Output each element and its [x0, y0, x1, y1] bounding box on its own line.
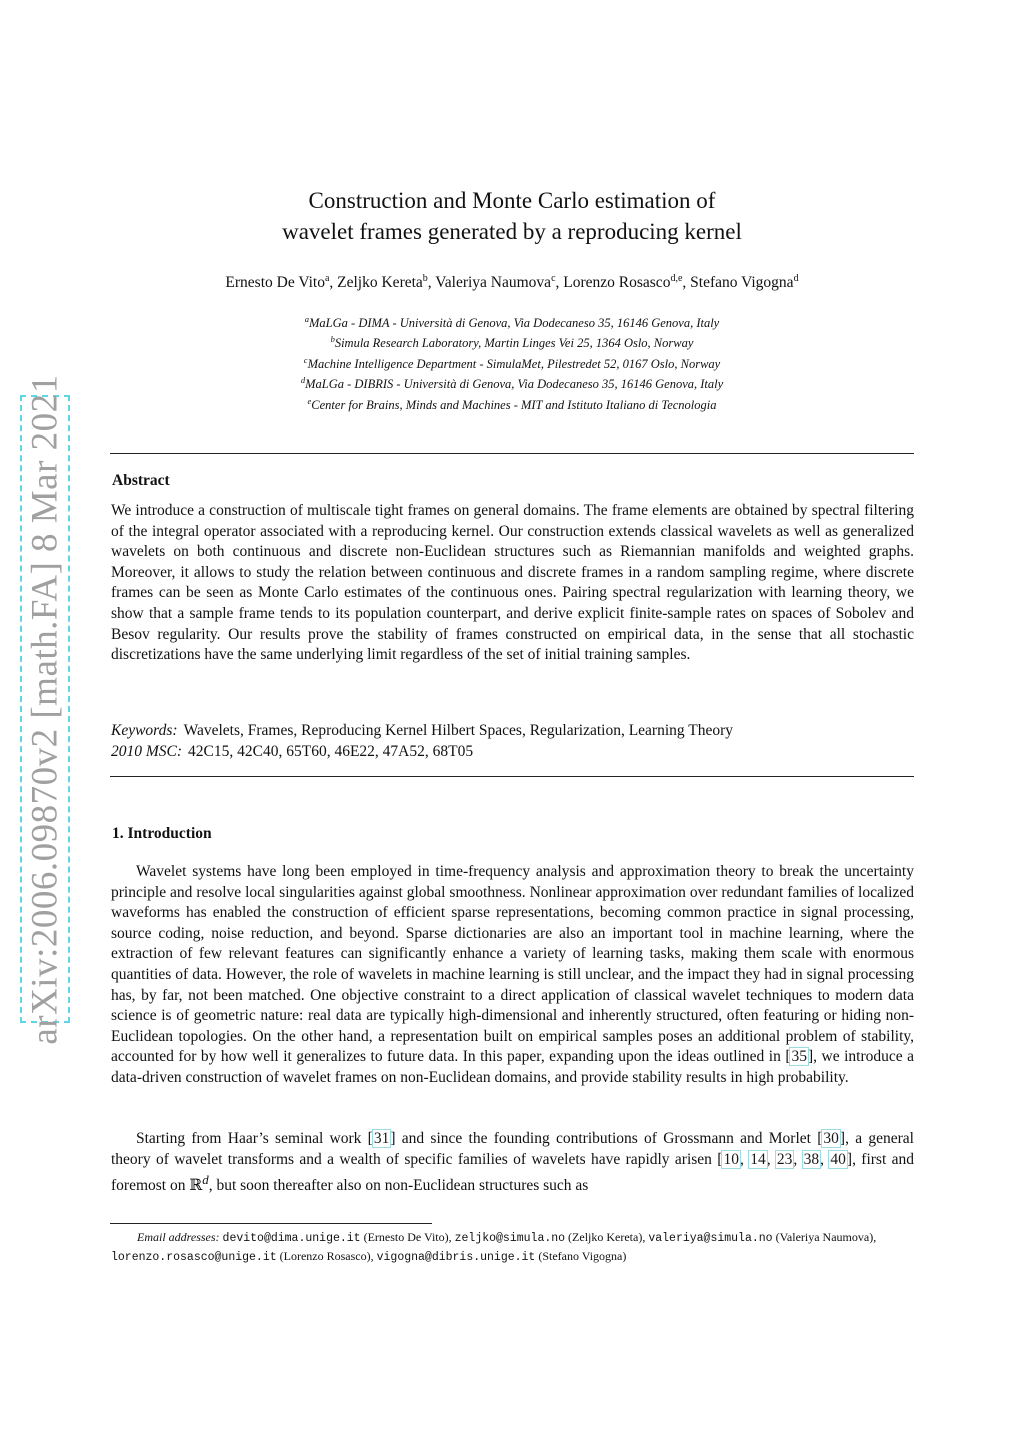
author-sup: c [551, 273, 556, 284]
email-footnote: Email addresses: devito@dima.unige.it (Ernesto De Vito), zeljko@simula.no (Zeljko Kereta), valeriya@simula.no (Valeriya Naumova), lorenzo.rosasco@unige.it (Lorenzo Rosasco), vigogna@dibris.unige.it (Stefano Vigogna) [111, 1230, 877, 1264]
author-sup: b [422, 273, 428, 284]
citation-link[interactable]: 23 [776, 1150, 793, 1168]
citation-link[interactable]: 30 [823, 1130, 839, 1147]
email-link[interactable]: vigogna@dibris.unige.it [376, 1250, 536, 1264]
author-list: Ernesto De Vito$^a$, Zeljko Kereta$^b$, Valeriya Naumova$^c$, Lorenzo Rosasco$^{d,e}$, Stefano Vigogna$^d$ [225, 273, 799, 292]
keywords-label: Keywords: [111, 722, 178, 739]
section-heading-introduction: 1. Introduction [112, 825, 212, 842]
author: Ernesto De Vito [225, 274, 325, 292]
citation-link[interactable]: 10 [723, 1150, 739, 1168]
affiliation-list [110, 311, 914, 413]
affiliation: $^b$Simula Research Laboratory, Martin Linges Vei 25, 1364 Oslo, Norway [330, 334, 694, 351]
author: Lorenzo Rosasco [563, 274, 671, 292]
email-link[interactable]: valeriya@simula.no [648, 1232, 773, 1245]
affiliation: $^d$MaLGa - DIBRIS - Università di Genova, Via Dodecaneso 35, 16146 Genova, Italy [300, 375, 724, 392]
author: Stefano Vigogna [690, 274, 794, 292]
abstract-top-rule [110, 453, 914, 454]
abstract-bottom-rule [110, 776, 914, 777]
math-symbol: ℝ [189, 1177, 203, 1195]
paper-title [110, 185, 914, 247]
citation-link[interactable]: 31 [373, 1130, 390, 1147]
author-sup: a [324, 273, 330, 284]
abstract-text: We introduce a construction of multiscale tight frames on general domains. The frame elements are obtained by spectral filtering of the integral operator associated with a reproducing kernel. Our construction extends classical wavelets as well as generalized wavelets on both continuous and discrete non-Euclidean structures such as Riemannian manifolds and weighted graphs. Moreover, it allows to study the relation between continuous and discrete frames in a random sampling regime, where discrete frames can be seen as Monte Carlo estimates of the continuous ones. Pairing spectral regularization with learning theory, we show that a sample frame tends to its population counterpart, and derive explicit finite-sample rates on spaces of Sobolev and Besov regularity. Our results prove the stability of frames constructed on empirical data, in the sense that all stochastic discretizations have the same underlying limit regardless of the set of initial training samples. [111, 502, 914, 664]
keywords [111, 720, 733, 741]
author: Valeriya Naumova [435, 274, 552, 292]
author-sup: d,e [670, 273, 683, 284]
email-label: Email addresses: [137, 1230, 220, 1244]
affiliation: $^a$MaLGa - DIMA - Università di Genova, Via Dodecaneso 35, 16146 Genova, Italy [304, 314, 720, 331]
title-line-2: wavelet frames generated by a reproducing kernel [282, 219, 742, 244]
keywords-text: Wavelets, Frames, Reproducing Kernel Hilbert Spaces, Regularization, Learning Theory [183, 722, 733, 739]
author-sup: d [793, 273, 799, 284]
intro-paragraph-1: Wavelet systems have long been employed in time-frequency analysis and approximation theory to break the uncertainty principle and resolve local singularities against global smoothness. Nonlinear approximation over redundant families of localized waveforms has enabled the construction of efficient sparse representations, becoming common practice in signal processing, source coding, noise reduction, and beyond. Sparse dictionaries are also an important tool in machine learning, where the extraction of few relevant features can significantly enhance a variety of learning tasks, making them scale with enormous quantities of data. However, the role of wavelets in machine learning is still unclear, and the impact they had in signal processing has, by far, not been matched. One objective constraint to a direct application of classical wavelet techniques to modern data science is of geometric nature: real data are typically high-dimensional and inherently structured, often featuring or hiding non-Euclidean topologies. On the other hand, a representation built on empirical samples poses an additional problem of stability, accounted for by how well it generalizes to future data. In this paper, expanding upon the ideas outlined in [35], we introduce a data-driven construction of wavelet frames on non-Euclidean domains, and provide stability results in high probability. [111, 863, 914, 1086]
abstract-heading: Abstract [112, 472, 170, 489]
arxiv-id: arXiv:2006.09870v2 [math.FA] 8 Mar 2021 [24, 373, 66, 1045]
title-line-1: Construction and Monte Carlo estimation of [308, 188, 716, 213]
citation-link[interactable]: 35 [791, 1048, 807, 1066]
footnote-rule [110, 1223, 432, 1224]
affiliation: $^e$Center for Brains, Minds and Machines - MIT and Istituto Italiano di Tecnologia [307, 395, 717, 412]
citation-link[interactable]: 38 [803, 1150, 820, 1168]
citation-link[interactable]: 14 [750, 1150, 766, 1168]
intro-paragraph-2: Starting from Haar’s seminal work [31] and since the founding contributions of Grossmann and Morlet [30], a general theory of wavelet transforms and a wealth of specific families of wavelets have rapidly arisen [10, 14, 23, 38, 40], first and foremost on ℝ$^d$, but soon thereafter also on non-Euclidean structures such as [111, 1130, 914, 1195]
msc-codes [111, 741, 473, 762]
email-link[interactable]: zeljko@simula.no [454, 1232, 566, 1245]
arxiv-stamp [20, 373, 70, 1045]
msc-label: 2010 MSC: [111, 743, 183, 760]
affiliation: $^c$Machine Intelligence Department - SimulaMet, Pilestredet 52, 0167 Oslo, Norway [303, 354, 721, 372]
msc-text: 42C15, 42C40, 65T60, 46E22, 47A52, 68T05 [188, 743, 474, 760]
email-link[interactable]: lorenzo.rosasco@unige.it [111, 1250, 277, 1264]
email-link[interactable]: devito@dima.unige.it [222, 1232, 361, 1245]
author: Zeljko Kereta [337, 274, 423, 292]
citation-link[interactable]: 40 [830, 1150, 846, 1168]
